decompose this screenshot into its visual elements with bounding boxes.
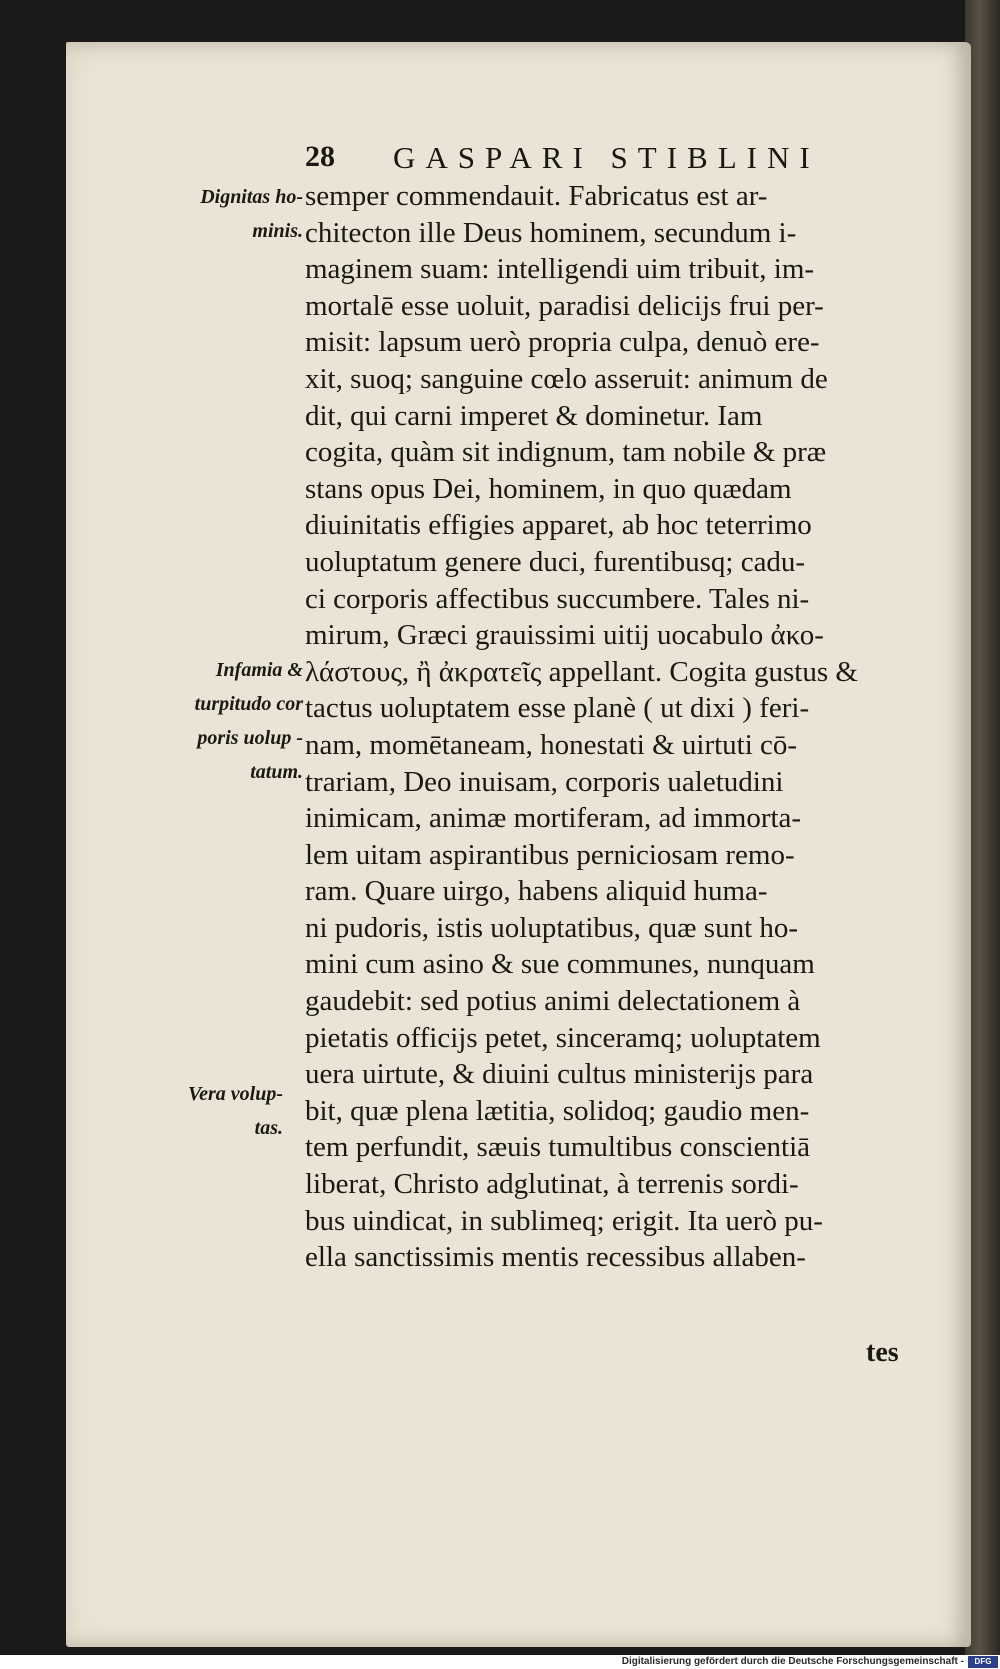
text-line: mirum, Græci grauissimi uitij uocabulo ἀκο- — [305, 619, 824, 652]
text-line: uoluptatum genere duci, furentibusq; cadu- — [305, 545, 806, 578]
margin-note-vera — [128, 1077, 283, 1145]
text-line: stans opus Dei, hominem, in quo quædam — [305, 472, 792, 505]
footer-bar — [0, 1655, 1000, 1669]
text-line: ci corporis affectibus succumbere. Tales ni- — [305, 582, 810, 615]
text-line: trariam, Deo inuisam, corporis ualetudini — [305, 765, 784, 798]
text-line: lem uitam aspirantibus perniciosam remo- — [305, 838, 795, 871]
margin-note-line: tas. — [254, 1117, 283, 1139]
margin-note-line: tatum. — [250, 761, 303, 783]
margin-note-line: poris uolup - — [197, 727, 303, 749]
text-line: maginem suam: intelligendi uim tribuit, im- — [305, 253, 815, 286]
text-line: diuinitatis effigies apparet, ab hoc teterrimo — [305, 509, 812, 542]
body-text — [305, 178, 885, 1276]
text-line: uera uirtute, & diuini cultus ministerijs para — [305, 1058, 814, 1091]
text-line: tactus uoluptatem esse planè ( ut dixi ) feri- — [305, 692, 810, 725]
text-line: misit: lapsum uerò propria culpa, denuò ere- — [305, 326, 820, 359]
dfg-logo-icon: DFG — [968, 1656, 998, 1668]
margin-note-line: Infamia & — [215, 659, 303, 681]
text-line: pietatis officijs petet, sinceramq; uoluptatem — [305, 1021, 821, 1054]
funding-credit: Digitalisierung gefördert durch die Deutsche Forschungsgemeinschaft - — [621, 1656, 964, 1667]
text-line: nam, momētaneam, honestati & uirtuti cō- — [305, 728, 798, 761]
running-title: GASPARI STIBLINI — [393, 140, 820, 175]
text-line: inimicam, animæ mortiferam, ad immorta- — [305, 802, 802, 835]
margin-note-line: Vera volup- — [188, 1083, 283, 1105]
text-line: ella sanctissimis mentis recessibus allaben- — [305, 1241, 806, 1274]
text-line: mortalē esse uoluit, paradisi delicijs frui per- — [305, 289, 824, 322]
margin-note-dignitas — [128, 180, 303, 248]
text-line: dit, qui carni imperet & dominetur. Iam — [305, 399, 763, 432]
text-line: xit, suoq; sanguine cœlo asseruit: animum de — [305, 362, 828, 395]
text-line: ni pudoris, istis uoluptatibus, quæ sunt ho- — [305, 911, 799, 944]
text-line: semper commendauit. Fabricatus est ar- — [305, 180, 768, 212]
text-line: mini cum asino & sue communes, nunquam — [305, 948, 815, 981]
text-line: bus uindicat, in sublimeq; erigit. Ita uerò pu- — [305, 1204, 823, 1237]
margin-note-line: minis. — [252, 220, 303, 242]
text-line: bit, quæ plena lætitia, solidoq; gaudio men- — [305, 1094, 810, 1127]
margin-note-line: turpitudo cor — [194, 693, 303, 715]
text-line: gaudebit: sed potius animi delectationem à — [305, 985, 801, 1018]
margin-note-line: Dignitas ho- — [200, 186, 303, 208]
text-line: chitecton ille Deus hominem, secundum i- — [305, 216, 797, 249]
text-line: tem perfundit, sæuis tumultibus conscientiā — [305, 1131, 811, 1164]
page-header — [305, 140, 865, 180]
text-line: ram. Quare uirgo, habens aliquid huma- — [305, 875, 768, 908]
page-number: 28 — [305, 140, 335, 173]
catchword: tes — [866, 1337, 899, 1368]
text-line: cogita, quàm sit indignum, tam nobile & præ — [305, 436, 827, 469]
margin-note-infamia — [128, 653, 303, 789]
text-line: liberat, Christo adglutinat, à terrenis sordi- — [305, 1168, 799, 1201]
text-line: λάστους, ἢ ἀκρατεῖς appellant. Cogita gustus & — [305, 655, 858, 688]
